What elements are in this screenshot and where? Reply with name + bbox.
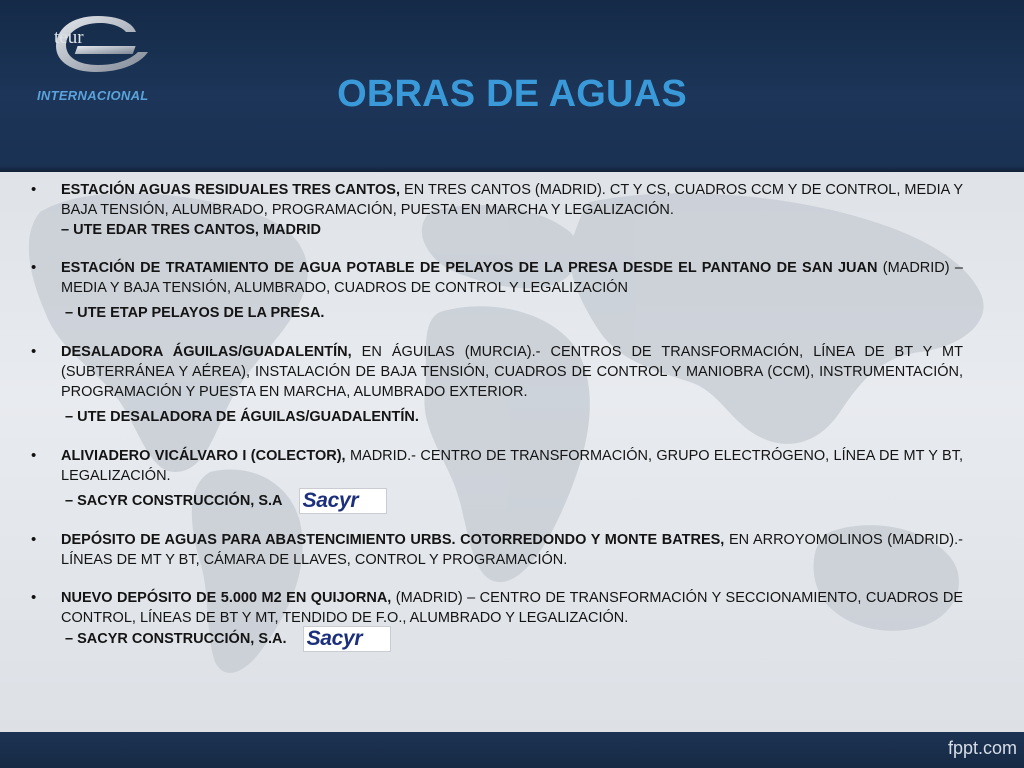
project-client: – SACYR CONSTRUCCIÓN, S.A. Sacyr xyxy=(65,628,1024,650)
project-description: EN ARROYOMOLINOS (MADRID).- LÍNEAS DE MT Y BT, CÁMARA DE LLAVES, CONTROL Y PROGRAMACIÓN. xyxy=(61,532,963,568)
slide-footer xyxy=(0,732,1024,768)
bullet: • xyxy=(31,447,37,464)
page-title: OBRAS DE AGUAS xyxy=(337,73,687,115)
project-client: – SACYR CONSTRUCCIÓN, S.A Sacyr xyxy=(65,490,1024,512)
bullet: • xyxy=(31,181,37,198)
project-description: (MADRID) – MEDIA Y BAJA TENSIÓN, ALUMBRADO, CUADROS DE CONTROL Y LEGALIZACIÓN xyxy=(61,260,963,296)
project-description: EN ÁGUILAS (MURCIA).- CENTROS DE TRANSFORMACIÓN, LÍNEA DE BT Y MT (SUBTERRÁNEA Y AÉREA), INSTALACIÓN DE BAJA TENSIÓN, CUADROS DE CONTROL Y MANIOBRA (CCM), INSTRUMENTACIÓN, PROGRAMACIÓN Y PUESTA EN MARCHA, ALUMBRADO EXTERIOR. xyxy=(61,344,963,400)
project-name: ALIVIADERO VICÁLVARO I (COLECTOR), xyxy=(61,448,346,464)
list-item xyxy=(0,342,1024,428)
project-client: – UTE EDAR TRES CANTOS, MADRID xyxy=(61,222,321,238)
list-item xyxy=(0,446,1024,512)
list-item xyxy=(0,258,1024,324)
bullet: • xyxy=(31,589,37,606)
teur-logo xyxy=(50,12,150,74)
project-name: DESALADORA ÁGUILAS/GUADALENTÍN, xyxy=(61,344,352,360)
project-description: (MADRID) – CENTRO DE TRANSFORMACIÓN Y SECCIONAMIENTO, CUADROS DE CONTROL, LÍNEAS DE BT Y MT, TENDIDO DE F.O., ALUMBRADO Y LEGALIZACIÓN. xyxy=(61,590,963,626)
bullet: • xyxy=(31,343,37,360)
project-description: EN TRES CANTOS (MADRID). CT Y CS, CUADROS CCM Y DE CONTROL, MEDIA Y BAJA TENSIÓN, ALUMBRADO, PROGRAMACIÓN, PUESTA EN MARCHA Y LEGALIZACIÓN. xyxy=(61,182,963,218)
bullet: • xyxy=(31,259,37,276)
list-item xyxy=(0,180,1024,240)
slide-body xyxy=(0,172,1024,732)
project-name: DEPÓSITO DE AGUAS PARA ABASTENCIMIENTO URBS. COTORREDONDO Y MONTE BATRES, xyxy=(61,532,725,548)
project-client: – UTE DESALADORA DE ÁGUILAS/GUADALENTÍN. xyxy=(65,409,419,425)
logo-subtitle: INTERNACIONAL xyxy=(37,88,149,103)
slide-header xyxy=(0,0,1024,172)
list-item xyxy=(0,588,1024,650)
project-list xyxy=(0,180,1024,668)
fppt-watermark: fppt.com xyxy=(947,738,1017,758)
project-client: – UTE ETAP PELAYOS DE LA PRESA. xyxy=(65,305,325,321)
project-name: ESTACIÓN AGUAS RESIDUALES TRES CANTOS, xyxy=(61,182,400,198)
project-name: ESTACIÓN DE TRATAMIENTO DE AGUA POTABLE DE PELAYOS DE LA PRESA DESDE EL PANTANO DE SAN JUAN xyxy=(61,260,878,276)
sacyr-logo: Sacyr xyxy=(303,626,391,652)
project-name: NUEVO DEPÓSITO DE 5.000 M2 EN QUIJORNA, xyxy=(61,590,392,606)
logo-wordmark: teur xyxy=(54,27,84,48)
bullet: • xyxy=(31,531,37,548)
sacyr-logo: Sacyr xyxy=(299,488,387,514)
list-item xyxy=(0,530,1024,570)
project-description: MADRID.- CENTRO DE TRANSFORMACIÓN, GRUPO ELECTRÓGENO, LÍNEA DE MT Y BT, LEGALIZACIÓN. xyxy=(61,448,964,484)
